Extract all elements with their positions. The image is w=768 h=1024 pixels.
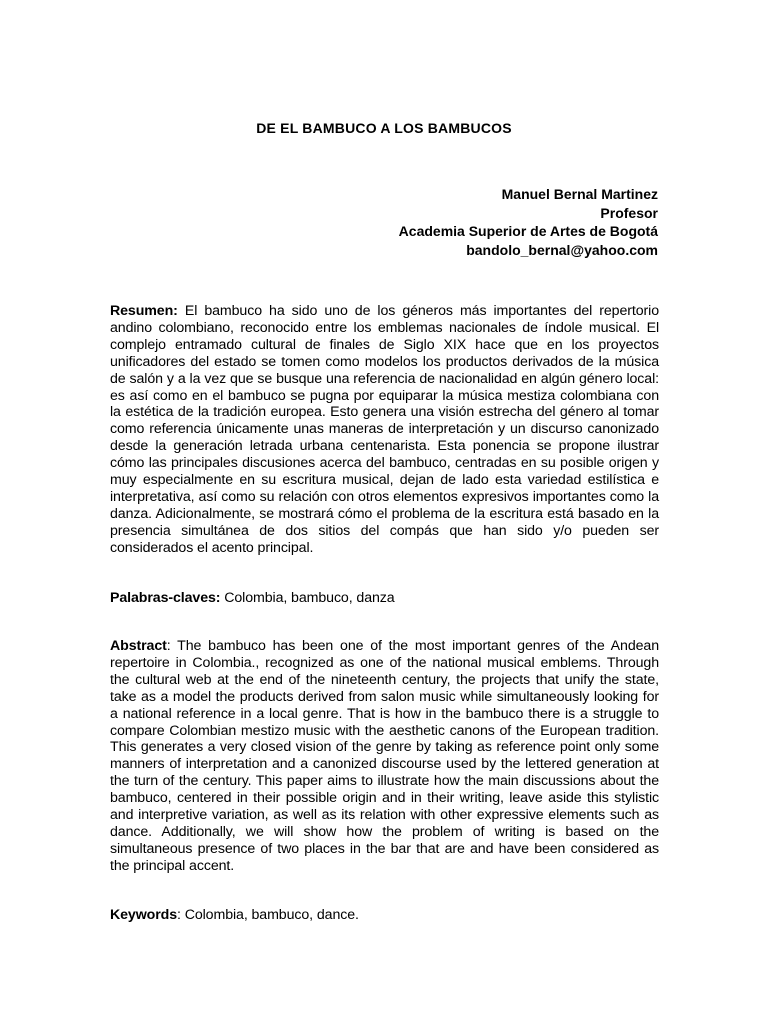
author-name: Manuel Bernal Martinez: [501, 186, 658, 202]
abstract-label: Abstract: [110, 638, 167, 654]
document-title: DE EL BAMBUCO A LOS BAMBUCOS: [256, 120, 512, 136]
keywords-text: : Colombia, bambuco, dance.: [177, 907, 359, 923]
abstract-text: : The bambuco has been one of the most important genres of the Andean repertoire in Colombia., recognized as one of the national musical emblems. Through the cultural web at the end of the nineteenth century, the projects that unify the state, take as a model the products derived from salon music while simultaneously looking for a national reference in a local genre. That is how in the bambuco there is a struggle to compare Colombian mestizo music with the aesthetic canons of the European tradition. This generates a very closed vision of the genre by taking as reference point only some manners of interpretation and a canonized discourse used by the lettered generation at the turn of the century. This paper aims to illustrate how the main discussions about the bambuco, centered in their possible origin and in their writing, leave aside this stylistic and interpretive variation, as well as its relation with other expressive elements such as dance. Additionally, we will show how the problem of writing is based on the simultaneous presence of two places in the bar that are and have been considered as the principal accent.: [110, 638, 659, 874]
palabras-claves-paragraph: [110, 590, 659, 607]
author-role: Profesor: [600, 204, 658, 221]
resumen-paragraph: [110, 303, 659, 557]
author-block: [300, 185, 658, 259]
resumen-label: Resumen:: [110, 303, 178, 319]
author-institution: Academia Superior de Artes de Bogotá: [398, 223, 658, 239]
keywords-label: Keywords: [110, 907, 178, 923]
palabras-claves-text: Colombia, bambuco, danza: [220, 590, 395, 606]
abstract-paragraph: [110, 638, 659, 875]
keywords-paragraph: [110, 907, 659, 924]
author-email: bandolo_bernal@yahoo.com: [466, 241, 658, 258]
resumen-text: El bambuco ha sido uno de los géneros más importantes del repertorio andino colombiano, reconocido entre los emblemas nacionales de índole musical. El complejo entramado cultural de finales de Siglo XIX hace que en los proyectos unificadores del estado se tomen como modelos los productos derivados de la música de salón y a la vez que se busque una referencia de nacionalidad en algún género local: es así como en el bambuco se pugna por equiparar la música mestiza colombiana con la estética de la tradición europea. Esto genera una visión estrecha del género al tomar como referencia únicamente unas maneras de interpretación y un discurso canonizado desde la generación letrada urbana centenarista. Esta ponencia se propone ilustrar cómo las principales discusiones acerca del bambuco, centradas en su posible origen y muy especialmente en su escritura musical, dejan de lado esta variedad estilística e interpretativa, así como su relación con otros elementos expresivos importantes como la danza. Adicionalmente, se mostrará cómo el problema de la escritura está basado en la presencia simultánea de dos sitios del compás que han sido y/o pueden ser considerados el acento principal.: [110, 303, 659, 556]
palabras-claves-label: Palabras-claves:: [110, 590, 221, 606]
